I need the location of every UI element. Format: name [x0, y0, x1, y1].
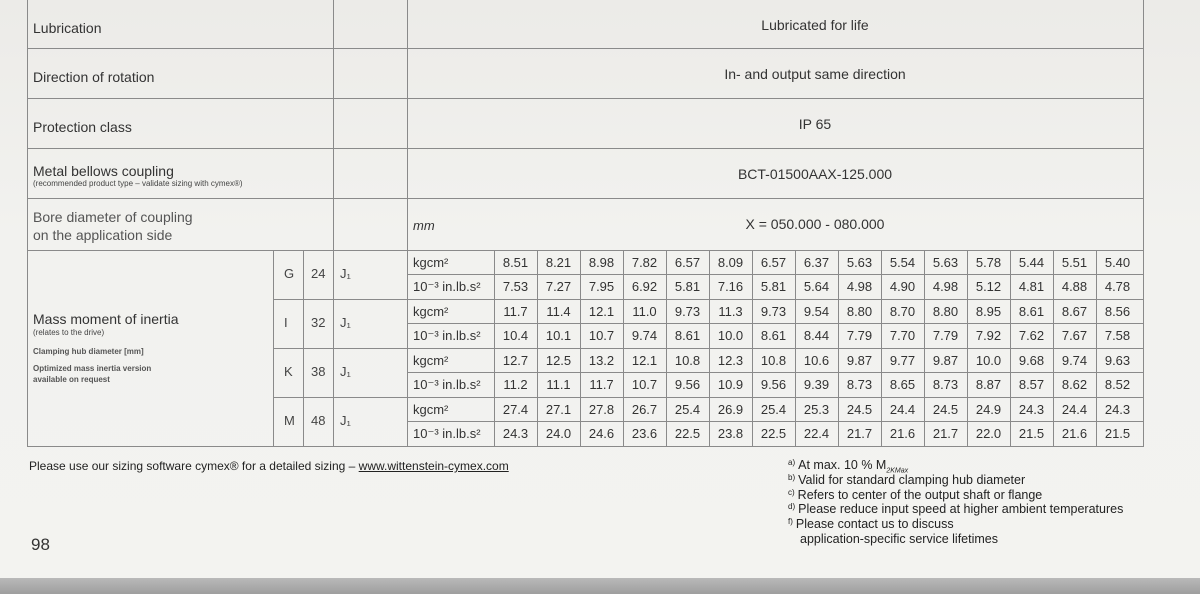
- grid-line: [27, 0, 28, 446]
- inertia-value-imperial: 23.6: [631, 426, 658, 441]
- inertia-value-imperial: 10.1: [545, 328, 572, 343]
- unit-kgcm2: kgcm²: [413, 255, 449, 270]
- bore-value: X = 050.000 - 080.000: [745, 216, 885, 232]
- clamp-code: K: [284, 364, 293, 379]
- inertia-value-imperial: 22.4: [803, 426, 830, 441]
- inertia-value-metric: 11.4: [546, 304, 571, 319]
- inertia-value-metric: 12.7: [502, 353, 529, 368]
- footnote-text: Refers to center of the output shaft or flange: [797, 487, 1043, 502]
- inertia-value-metric: 10.8: [674, 353, 701, 368]
- inertia-value-imperial: 7.53: [502, 279, 529, 294]
- inertia-value-metric: 24.5: [846, 402, 873, 417]
- grid-line: [407, 372, 1144, 373]
- inertia-value-imperial: 11.1: [546, 377, 571, 392]
- inertia-value-metric: 9.87: [932, 353, 959, 368]
- inertia-value-metric: 8.80: [932, 304, 959, 319]
- unit-inlbs2: 10⁻³ in.lb.s²: [413, 426, 481, 441]
- coupling-value: BCT-01500AAX-125.000: [737, 166, 893, 182]
- grid-line: [407, 323, 1144, 324]
- inertia-value-imperial: 22.5: [674, 426, 701, 441]
- footnote-mark: f): [788, 517, 793, 527]
- inertia-value-metric: 13.2: [588, 353, 615, 368]
- inertia-value-metric: 9.63: [1104, 353, 1131, 368]
- footer-sentence: Please use our sizing software cymex® for a detailed sizing –: [29, 459, 359, 473]
- inertia-value-metric: 26.7: [631, 402, 658, 417]
- inertia-value-metric: 9.73: [760, 304, 787, 319]
- inertia-symbol: J₁: [340, 413, 351, 428]
- footnote-text: Please reduce input speed at higher ambient temperatures: [798, 502, 1124, 517]
- coupling-sublabel: (recommended product type – validate sizing with cymex®): [33, 179, 243, 188]
- grid-line: [27, 198, 1144, 199]
- inertia-value-imperial: 10.0: [717, 328, 744, 343]
- inertia-value-metric: 8.61: [1018, 304, 1045, 319]
- lubrication-value: Lubricated for life: [761, 17, 869, 33]
- inertia-value-imperial: 21.6: [1061, 426, 1088, 441]
- footnote-item: [788, 517, 954, 531]
- inertia-value-metric: 12.5: [545, 353, 572, 368]
- inertia-value-metric: 5.63: [932, 255, 959, 270]
- inertia-value-imperial: 7.79: [846, 328, 873, 343]
- footnote-item: [788, 502, 1123, 516]
- footnote-item: [788, 473, 1025, 487]
- inertia-value-imperial: 10.7: [631, 377, 658, 392]
- inertia-value-metric: 7.82: [631, 255, 658, 270]
- inertia-value-imperial: 7.27: [545, 279, 572, 294]
- footnote-text: At max. 10 % M: [798, 458, 887, 472]
- inertia-value-imperial: 10.9: [717, 377, 744, 392]
- inertia-value-imperial: 9.39: [803, 377, 830, 392]
- rotation-value: In- and output same direction: [724, 66, 906, 82]
- inertia-value-imperial: 8.62: [1061, 377, 1088, 392]
- unit-inlbs2: 10⁻³ in.lb.s²: [413, 279, 481, 294]
- inertia-value-imperial: 21.7: [846, 426, 873, 441]
- inertia-value-imperial: 5.64: [803, 279, 830, 294]
- clamp-code: I: [284, 315, 288, 330]
- page-edge: [0, 578, 1200, 594]
- inertia-value-imperial: 9.56: [674, 377, 701, 392]
- inertia-sub3: Optimized mass inertia version: [33, 364, 152, 373]
- inertia-value-imperial: 8.87: [975, 377, 1002, 392]
- inertia-value-imperial: 21.6: [889, 426, 916, 441]
- inertia-symbol: J₁: [340, 364, 351, 379]
- inertia-value-imperial: 8.73: [932, 377, 959, 392]
- clamp-code: M: [284, 413, 295, 428]
- grid-line: [27, 148, 1144, 149]
- inertia-value-imperial: 9.74: [631, 328, 658, 343]
- inertia-value-imperial: 4.98: [846, 279, 873, 294]
- clamp-diameter: 24: [311, 266, 326, 281]
- grid-line: [27, 446, 1144, 447]
- inertia-value-imperial: 24.6: [588, 426, 615, 441]
- inertia-value-metric: 9.87: [846, 353, 873, 368]
- inertia-value-metric: 5.51: [1061, 255, 1088, 270]
- bore-label-line1: Bore diameter of coupling: [33, 209, 193, 225]
- inertia-value-metric: 5.63: [846, 255, 873, 270]
- inertia-value-imperial: 7.92: [975, 328, 1002, 343]
- inertia-value-imperial: 10.7: [588, 328, 615, 343]
- inertia-value-imperial: 7.70: [889, 328, 916, 343]
- inertia-sub2: Clamping hub diameter [mm]: [33, 347, 144, 356]
- inertia-value-metric: 9.68: [1018, 353, 1045, 368]
- footnote-mark: c): [788, 487, 795, 497]
- footnote-subscript: 2KMax: [886, 467, 909, 475]
- inertia-value-metric: 8.98: [588, 255, 615, 270]
- inertia-value-imperial: 7.95: [588, 279, 615, 294]
- inertia-value-metric: 24.3: [1018, 402, 1045, 417]
- inertia-value-metric: 12.1: [631, 353, 658, 368]
- inertia-value-imperial: 8.73: [846, 377, 873, 392]
- bore-unit: mm: [413, 218, 435, 233]
- inertia-value-imperial: 24.3: [502, 426, 529, 441]
- inertia-value-metric: 11.7: [503, 304, 528, 319]
- inertia-value-imperial: 10.4: [502, 328, 529, 343]
- inertia-value-imperial: 21.5: [1018, 426, 1045, 441]
- grid-line: [27, 48, 1144, 49]
- unit-inlbs2: 10⁻³ in.lb.s²: [413, 377, 481, 392]
- footnote-mark: d): [788, 502, 796, 512]
- inertia-value-metric: 27.1: [545, 402, 572, 417]
- grid-line: [27, 250, 1144, 251]
- inertia-value-metric: 25.3: [803, 402, 830, 417]
- coupling-label: Metal bellows coupling: [33, 163, 174, 179]
- inertia-value-imperial: 11.2: [503, 377, 528, 392]
- inertia-value-metric: 5.44: [1018, 255, 1045, 270]
- footer-text: [29, 459, 509, 473]
- inertia-value-imperial: 4.78: [1104, 279, 1131, 294]
- inertia-value-metric: 24.4: [889, 402, 916, 417]
- inertia-value-imperial: 22.5: [760, 426, 787, 441]
- inertia-value-metric: 8.51: [502, 255, 529, 270]
- cymex-link[interactable]: www.wittenstein-cymex.com: [358, 459, 509, 473]
- inertia-value-imperial: 8.44: [803, 328, 830, 343]
- grid-line: [1143, 0, 1144, 446]
- inertia-value-imperial: 7.67: [1061, 328, 1088, 343]
- inertia-value-metric: 12.1: [588, 304, 615, 319]
- grid-line: [27, 98, 1144, 99]
- inertia-value-imperial: 4.98: [932, 279, 959, 294]
- inertia-symbol: J₁: [340, 315, 351, 330]
- inertia-value-imperial: 8.52: [1104, 377, 1131, 392]
- inertia-value-metric: 8.95: [975, 304, 1002, 319]
- footnote-mark: a): [788, 458, 796, 467]
- inertia-value-imperial: 5.12: [975, 279, 1002, 294]
- bore-label-line2: on the application side: [33, 227, 173, 243]
- inertia-value-imperial: 8.65: [889, 377, 916, 392]
- inertia-value-imperial: 21.7: [932, 426, 959, 441]
- inertia-value-metric: 10.8: [760, 353, 787, 368]
- clamp-code: G: [284, 266, 295, 281]
- inertia-value-metric: 9.73: [674, 304, 701, 319]
- inertia-value-imperial: 7.62: [1018, 328, 1045, 343]
- inertia-value-metric: 11.0: [632, 304, 657, 319]
- inertia-value-metric: 9.54: [803, 304, 830, 319]
- footnote-mark: b): [788, 472, 796, 482]
- inertia-value-imperial: 5.81: [674, 279, 701, 294]
- inertia-value-imperial: 21.5: [1104, 426, 1131, 441]
- inertia-value-metric: 9.77: [889, 353, 916, 368]
- footnote-item: [800, 532, 998, 546]
- clamp-diameter: 38: [311, 364, 326, 379]
- rotation-label: Direction of rotation: [33, 69, 155, 85]
- inertia-value-metric: 8.80: [846, 304, 873, 319]
- grid-line: [407, 0, 408, 446]
- inertia-sub4: available on request: [33, 375, 110, 384]
- inertia-sub1: (relates to the drive): [33, 328, 105, 337]
- unit-kgcm2: kgcm²: [413, 353, 449, 368]
- inertia-value-imperial: 22.0: [975, 426, 1002, 441]
- footnote-text: Please contact us to discuss: [795, 517, 954, 532]
- footnote-item: [788, 488, 1042, 502]
- inertia-value-metric: 12.3: [717, 353, 744, 368]
- inertia-value-imperial: 8.57: [1018, 377, 1045, 392]
- inertia-value-metric: 9.74: [1061, 353, 1088, 368]
- inertia-value-metric: 10.6: [803, 353, 830, 368]
- footnote-text: Valid for standard clamping hub diameter: [798, 472, 1026, 487]
- inertia-value-imperial: 5.81: [760, 279, 787, 294]
- inertia-value-imperial: 11.7: [589, 377, 614, 392]
- inertia-value-imperial: 23.8: [717, 426, 744, 441]
- clamp-diameter: 32: [311, 315, 326, 330]
- inertia-symbol: J₁: [340, 266, 351, 281]
- inertia-value-imperial: 7.79: [932, 328, 959, 343]
- inertia-value-metric: 24.3: [1104, 402, 1131, 417]
- inertia-value-imperial: 24.0: [545, 426, 572, 441]
- inertia-value-metric: 8.67: [1061, 304, 1088, 319]
- inertia-value-metric: 25.4: [674, 402, 701, 417]
- inertia-value-metric: 8.21: [545, 255, 572, 270]
- footnote-text: application-specific service lifetimes: [800, 532, 998, 546]
- inertia-value-imperial: 8.61: [760, 328, 787, 343]
- inertia-value-metric: 27.4: [502, 402, 529, 417]
- lubrication-label: Lubrication: [33, 20, 102, 36]
- clamp-diameter: 48: [311, 413, 326, 428]
- inertia-value-metric: 25.4: [760, 402, 787, 417]
- inertia-value-imperial: 4.81: [1018, 279, 1045, 294]
- inertia-value-metric: 5.40: [1104, 255, 1131, 270]
- inertia-value-metric: 5.54: [889, 255, 916, 270]
- inertia-value-imperial: 8.61: [674, 328, 701, 343]
- inertia-value-metric: 5.78: [975, 255, 1002, 270]
- grid-line: [333, 0, 334, 252]
- inertia-value-imperial: 7.58: [1104, 328, 1131, 343]
- inertia-value-metric: 8.56: [1104, 304, 1131, 319]
- inertia-value-imperial: 9.56: [760, 377, 787, 392]
- grid-line: [407, 274, 1144, 275]
- unit-kgcm2: kgcm²: [413, 304, 449, 319]
- inertia-value-metric: 27.8: [588, 402, 615, 417]
- grid-line: [407, 421, 1144, 422]
- inertia-label: Mass moment of inertia: [33, 311, 179, 327]
- inertia-value-metric: 24.5: [932, 402, 959, 417]
- inertia-value-metric: 6.37: [803, 255, 830, 270]
- protection-label: Protection class: [33, 119, 132, 135]
- inertia-value-metric: 24.4: [1061, 402, 1088, 417]
- inertia-value-metric: 6.57: [760, 255, 787, 270]
- protection-value: IP 65: [798, 116, 832, 132]
- inertia-value-metric: 11.3: [718, 304, 743, 319]
- inertia-value-imperial: 6.92: [631, 279, 658, 294]
- inertia-value-imperial: 4.88: [1061, 279, 1088, 294]
- unit-inlbs2: 10⁻³ in.lb.s²: [413, 328, 481, 343]
- unit-kgcm2: kgcm²: [413, 402, 449, 417]
- inertia-value-metric: 24.9: [975, 402, 1002, 417]
- inertia-value-imperial: 4.90: [889, 279, 916, 294]
- inertia-value-imperial: 7.16: [717, 279, 744, 294]
- inertia-value-metric: 8.70: [889, 304, 916, 319]
- inertia-value-metric: 10.0: [975, 353, 1002, 368]
- inertia-value-metric: 8.09: [717, 255, 744, 270]
- inertia-value-metric: 26.9: [717, 402, 744, 417]
- inertia-value-metric: 6.57: [674, 255, 701, 270]
- page-number: 98: [31, 535, 50, 554]
